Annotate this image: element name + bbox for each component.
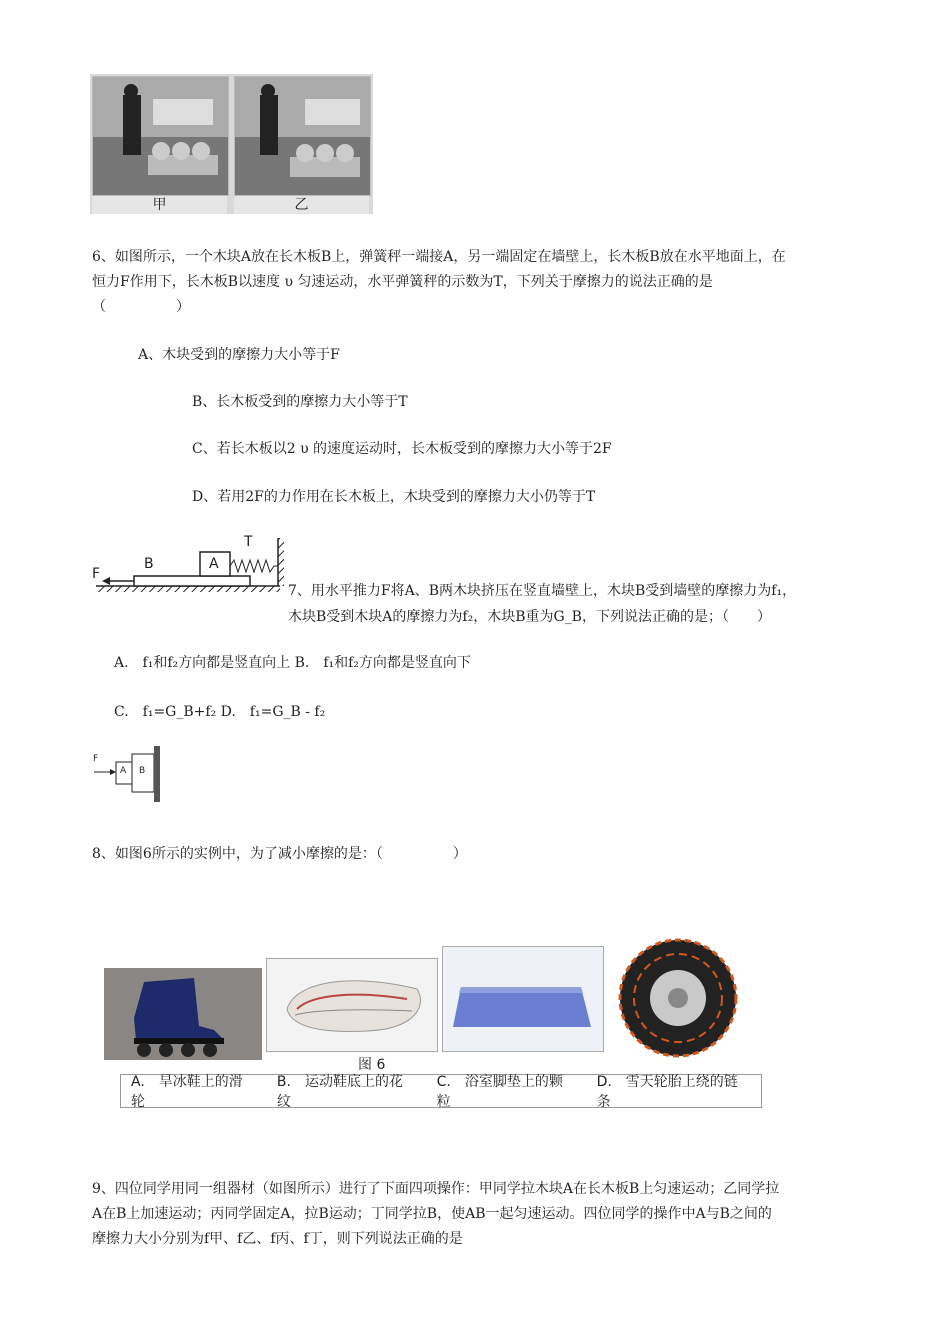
photo-left	[92, 76, 229, 196]
q6-option-c: C、若长木板以2 υ 的速度运动时，长木板受到的摩擦力大小等于2F	[192, 441, 612, 457]
photo-label-left: 甲	[92, 196, 227, 214]
q8-image-d	[608, 936, 752, 1064]
q7-options-line1: A. f₁和f₂方向都是竖直向上 B. f₁和f₂方向都是竖直向下	[114, 655, 471, 671]
q8-stem: 8、如图6所示的实例中，为了减小摩擦的是：（ ）	[92, 846, 467, 862]
q8-option-a: A. 旱冰鞋上的滑轮	[131, 1074, 243, 1110]
q7-label-f: F	[93, 754, 99, 764]
roller-skate-image	[104, 968, 262, 1060]
q7-stem-line2: 木块B受到木块A的摩擦力为f₂，木块B重为G_B，下列说法正确的是；（ ）	[288, 609, 771, 625]
photo-label-right: 乙	[234, 196, 369, 214]
blocks-wall-diagram	[90, 746, 166, 802]
q8-figure-caption: 图 6	[358, 1057, 386, 1073]
q8-option-b: B. 运动鞋底上的花纹	[276, 1074, 403, 1110]
q7-label-b: B	[139, 766, 146, 776]
q8-image-a	[104, 968, 262, 1060]
q6-figure	[88, 534, 288, 602]
q6-option-b: B、长木板受到的摩擦力大小等于T	[192, 394, 408, 410]
q8-image-b	[266, 958, 438, 1052]
q8-options-row	[120, 1074, 762, 1108]
person-cart-image	[235, 77, 370, 195]
q9-stem-line1: 9、四位同学用同一组器材（如图所示）进行了下面四项操作：甲同学拉木块A在长木板B上匀速运动；乙同学拉	[92, 1181, 780, 1197]
q6-stem-line2: 恒力F作用下，长木板B以速度 υ 匀速运动，水平弹簧秤的示数为T，下列关于摩擦力的说法正确的是	[92, 274, 713, 290]
board-spring-diagram	[88, 534, 288, 602]
top-figure	[90, 74, 373, 214]
q6-label-t: T	[244, 534, 253, 550]
q9-stem-line2: A在B上加速运动；丙同学固定A，拉B运动；丁同学拉B，使AB一起匀速运动。四位同学的操作中A与B之间的	[92, 1206, 772, 1222]
q6-stem-line1: 6、如图所示，一个木块A放在长木板B上，弹簧秤一端接A，另一端固定在墙壁上，长木板B放在水平地面上，在	[92, 249, 786, 265]
person-cart-image	[93, 77, 228, 195]
q6-option-a: A、木块受到的摩擦力大小等于F	[138, 347, 340, 363]
q6-label-a: A	[209, 556, 219, 572]
q8-option-c: C. 浴室脚垫上的颗粒	[436, 1074, 563, 1110]
q7-label-a: A	[120, 766, 127, 776]
q6-paren: （ ）	[92, 299, 190, 315]
tire-chain-image	[608, 936, 752, 1064]
q9-stem-line3: 摩擦力大小分别为f甲、f乙、f丙、f丁，则下列说法正确的是	[92, 1231, 463, 1247]
q6-label-f: F	[92, 566, 101, 582]
q7-options-line2: C. f₁=G_B+f₂ D. f₁=G_B - f₂	[114, 704, 326, 720]
q8-image-c	[442, 946, 604, 1052]
q7-stem-line1: 7、用水平推力F将A、B两木块挤压在竖直墙壁上，木块B受到墙壁的摩擦力为f₁，	[288, 583, 797, 599]
q8-option-d: D. 雪天轮胎上绕的链条	[596, 1074, 738, 1110]
photo-right	[234, 76, 371, 196]
sneaker-sole-image	[267, 959, 437, 1051]
q6-option-d: D、若用2F的力作用在长木板上，木块受到的摩擦力大小仍等于T	[192, 489, 596, 505]
q6-label-b: B	[144, 556, 154, 572]
q7-figure	[90, 746, 166, 802]
bath-mat-image	[443, 947, 603, 1051]
